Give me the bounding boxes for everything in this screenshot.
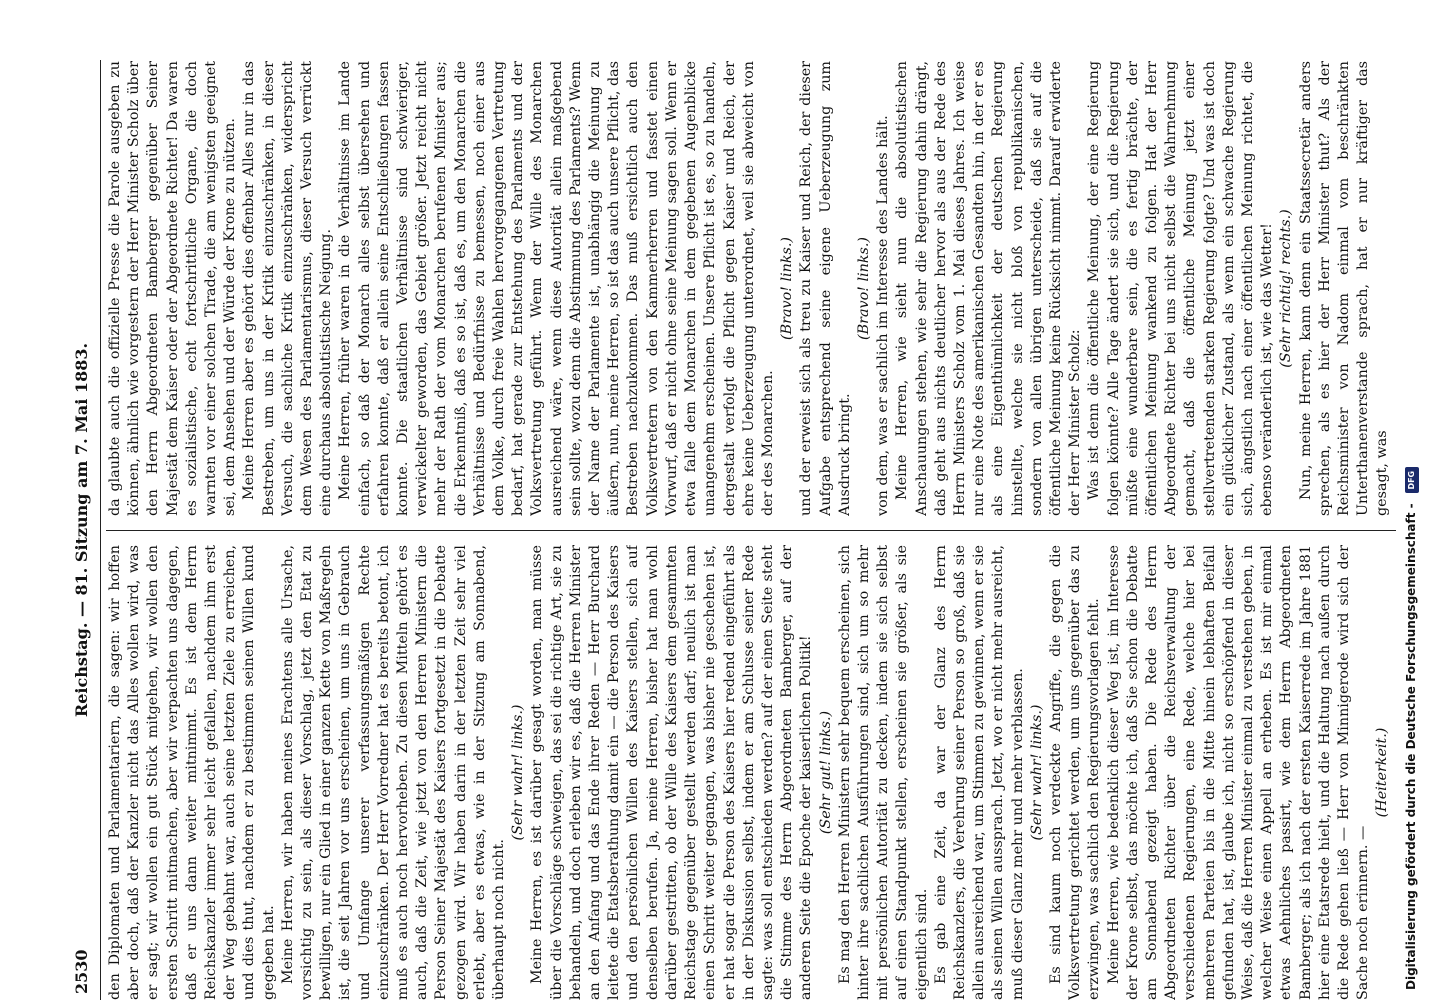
interjection: (Heiterkeit.) [1374,727,1391,818]
digitization-footer [1400,12,1422,990]
interjection: (Bravo! links.) [779,237,796,340]
interjection: (Sehr richtig! rechts.) [1278,209,1295,368]
paragraph: Was ist denn die öffentliche Meinung, der eine Regierung folgen könnte? Alle Tage ändert sie sich, und die Regierung müßte eine wunderbare sein, die es fertig brächte, der öffentlichen Meinung wankend zu folgen. Hat der Herr Abgeordnete Richter bei uns nicht selbst die Wahrnehmung gemacht, daß die öffentliche Meinung jetzt einer stellvertretenden starken Regierung folgte? Und was ist doch ein glücklicher Zustand, als wenn ein schwache Regierung sich, ängstlich nach einer öffentlichen Meinung richtet, die ebenso veränderlich ist, wie das Wetter! [1086,61,1276,516]
interjection: (Sehr wahr! links.) [510,704,527,841]
right-column [106,61,1396,516]
paragraph: Es gab eine Zeit, da war der Glanz des Herrn Reichskanzlers, die Verehrung seiner Person so groß, daß sie allein ausreichend war, um Stimmen zu gewinnen, wenn er sie als seinen Willen aussprach. Jetzt, wo er nicht mehr ausreicht, muß dieser Glanz mehr und mehr verblassen. [932,545,1026,1000]
paragraph: Es sind kaum noch verdeckte Angriffe, die gegen die Volksvertretung gerichtet werden, um uns gegenüber das zu erzwingen, was sachlich den Regierungsvorlagen fehlt. [1047,545,1103,1000]
paragraph: von dem, was er sachlich im Interesse des Landes hält. [875,115,892,516]
page-header [66,60,101,1000]
interjection: (Bravo! links.) [855,237,872,340]
dfg-logo: DFG [1405,467,1419,493]
paragraph: Es mag den Herren Ministern sehr bequem erscheinen, sich hinter ihre sachlichen Ausführungen sind, sich um so mehr mit persönlichen Autorität zu decken, indem sie sich selbst auf einen Standpunkt stellen, erscheinen sie größer, als sie eigentlich sind. [836,545,930,1000]
paragraph: Meine Herren, wie bedenklich dieser Weg ist, im Interesse der Krone selbst, das möchte ich, daß Sie schon die Debatte am Sonnabend gezeigt haben. Die Rede des Herrn Abgeordneten Richter über die Reichsverwaltung der verschiedenen Regierungen, eine Rede, welche hier bei mehreren Parteien bis in die Mitte hinein lebhaften Beifall gefunden hat, ist, glaube ich, nicht so erschöpfend in dieser Weise, daß die Herren Minister einmal zu verstehen geben, in welcher Weise einen Appell an erheben. Es ist mir einmal etwas Aehnliches passirt, wie dem Herrn Abgeordneten Bamberger; als ich nach der ersten Kaiserrede im Jahre 1881 hier eine Etatsrede hielt, und die Haltung nach außen durch die Rede gehen ließ — Herr von Minnigerode wird sich der Sache noch erinnern. — [1105,545,1372,1000]
paragraph: Meine Herren, wie sieht nun die absolutistischen Anschauungen stehen, wie sehr die Regierung dahin drängt, daß geht aus nichts deutlicher hervor als aus der Rede des Herrn Ministers Scholz vom 1. Mai dieses Jahres. Ich weise nur eine Note des amerikanischen Gesandten hin, in der er es als eine Eigenthümlichkeit der deutschen Regierung hinstellte, welche sie nicht bloß von republikanischen, sondern von allen übrigen unterscheide, daß sie auf die öffentliche Meinung keine Rücksicht nimmt. Darauf erwiderte der Herr Minister Scholz: [894,61,1084,516]
interjection: (Sehr wahr! links.) [1028,704,1045,841]
page-number: 2530 [72,949,91,994]
page-title: Reichstag. — 81. Sitzung am 7. Mai 1883. [72,342,91,718]
rotated-page-content [66,60,1402,1000]
interjection: (Sehr gut! links.) [817,710,834,835]
paragraph: den Diplomaten und Parlamentariern, die sagen: wir hoffen aber doch, daß der Kanzler nicht das Alles wollen wird, was er sagt; wir wollen ein gut Stück mitgehen, wir wollen den ersten Schritt mitmachen, aber wir verpachten uns dagegen, daß er uns dann weiter mitnimmt. Es ist dem Herrn Reichskanzler immer sehr leicht gefallen, nachdem ihm erst der Weg gebahnt war, auch seine letzten Ziele zu erreichen, und dies thut, nachdem er zu bestimmen seinen Willen kund gegeben hat. [107,545,277,1000]
left-column [106,545,1396,1000]
paragraph: Meine Herren aber es gehört dies offenbar Alles nur in das Bestreben, um uns in der Kritik einzuschränken, in dieser Versuch, die sachliche Kritik einzuschränken, widerspricht dem Wesen des Parlamentarismus, dieser Versuch verrückt eine durchaus absolutistische Neigung. [241,61,335,516]
paragraph: und der erweist sich als treu zu Kaiser und Reich, der dieser Aufgabe entsprechend seine eigene Ueberzeugung zum Ausdruck bringt. [798,61,853,516]
footer-credit: Digitalisierung gefördert durch die Deutsche Forschungsgemeinschaft - [1404,503,1418,990]
paragraph: Meine Herren, es ist darüber gesagt worden, man müsse über die Vorschläge schweigen, das sei die richtige Art, sie zu behandeln, und doch erleben wir es, daß die Herren Minister an den Anfang und das Ende ihrer Reden — Herr Burchard leitete die Etatsberathung damit ein — die Person des Kaisers und den persönlichen Willen des Kaisers stellen, sich auf denselben berufen. Ja, meine Herren, bisher hat man wohl darüber gestritten, ob der Wille des Kaisers dem gesammten Reichstage gegenüber gestellt werden darf; neulich ist man einen Schritt weiter gegangen, was bisher nie geschehen ist, er hat sogar die Person des Kaisers hier redend eingeführt als in der Diskussion selbst, indem er am Schlusse seiner Rede sagte: was soll entschieden werden? auf der einen Seite steht die Stimme des Herrn Abgeordneten Bamberger, auf der anderen Seite die Epoche der kaiserlichen Politik! [529,545,815,1000]
paragraph: Meine Herren, früher waren in die Verhältnisse im Lande einfach, so daß der Monarch alles selbst übersehen und erfahren konnte, daß er allein seine Entschließungen fassen konnte. Die staatlichen Verhältnisse sind schwieriger, verwickelter geworden, das Gebiet größer. Jetzt reicht nicht mehr der Rath der vom Monarchen berufenen Minister aus; die Erkenntniß, daß es so ist, daß es, um den Monarchen die Verhältnisse und Bedürfnisse zu bemessen, noch einer aus dem Volke, durch freie Wahlen hervorgegangenen Vertretung bedarf, hat gerade zur Entstehung des Parlaments und der Volksvertretung geführt. Wenn der Wille des Monarchen ausreichend wäre, wenn diese Autorität allein maßgebend sein sollte, wozu denn die Abstimmung des Parlaments? Wenn der Name der Parlamente ist, unabhängig die Meinung zu äußern, nun, meine Herren, so ist das auch unsere Pflicht, das Bestreben nachzukommen. Das muß ersichtlich auch den Volksvertretern von den Kammerherren und fasstet einen Vorwurf, daß er nicht ohne seine Meinung sagen soll. Wenn er etwa falle dem Monarchen in dem gegebenen Augenblicke unangenehm erscheinen. Unsere Pflicht ist es, so zu handeln, dergestalt verfolgt die Pflicht gegen Kaiser und Reich, der ehre keine Ueberzeugung unterordnet, weil sie abweicht von der des Monarchen. [337,61,776,516]
paragraph: da glaubte auch die offizielle Presse die Parole ausgeben zu können, ähnlich wie vorgestern der Herr Minister Scholz über den Herrn Abgeordneten Bamberger gegenüber Seiner Majestät dem Kaiser oder der Abgeordnete Richter! Da waren es sozialistische, echt fortschrittliche Organe, die doch warnten vor einer solchen Tirade, die am wenigsten geeignet sei, dem Ansehen und der Würde der Krone zu nützen. [107,61,239,516]
paragraph: Nun, meine Herren, kann denn ein Staatssecretär anders sprechen, als es hier der Herr Minister thut? Als der Reichsminister von Nadom einmal vom beschränkten Unterthanenverstande sprach, hat er nur kräftiger das gesagt, was [1297,61,1391,516]
text-columns [106,60,1396,1000]
paragraph: Meine Herren, wir haben meines Erachtens alle Ursache, vorsichtig zu sein, als dieser Vorschlag, jetzt den Etat zu bewilligen, nur ein Glied in einer ganzen Kette von Maßregeln ist, die seit Jahren vor uns erscheinen, um uns in Gebrauch und Umfange unserer verfassungsmäßigen Rechte einzuschränken. Der Herr Vorredner hat es bereits betont, ich muß es auch noch hervorheben. Zu diesen Mitteln gehört es auch, daß die Zeit, wie jetzt von den Herren Ministern die Person Seiner Majestät des Kaisers fortgesetzt in die Debatte gezogen wird. Wir haben darin in der letzten Zeit sehr viel erlebt, aber es etwas, wie in der Sitzung am Sonnabend, überhaupt noch nicht. [279,545,508,1000]
column-divider [106,530,1396,531]
